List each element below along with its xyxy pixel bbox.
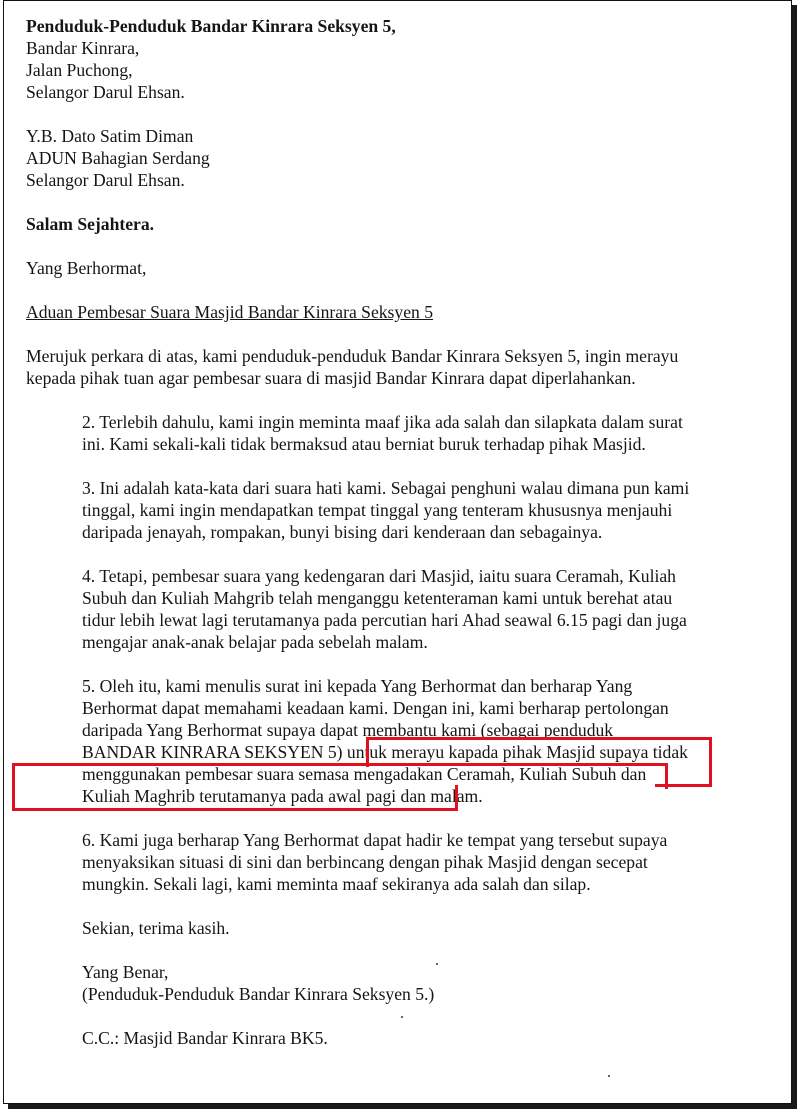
sign-off: Yang Benar,: [82, 962, 169, 982]
closing: Sekian, terima kasih.: [82, 918, 230, 938]
scan-speck: [401, 1016, 403, 1018]
subject-line: Aduan Pembesar Suara Masjid Bandar Kinrara Seksyen 5: [26, 302, 433, 322]
sender-block: [26, 15, 771, 103]
salutation: Yang Berhormat,: [26, 258, 147, 278]
signatory: (Penduduk-Penduduk Bandar Kinrara Seksyen 5.): [82, 984, 435, 1004]
paragraph-2: [26, 411, 771, 455]
paragraph-line-start: BANDAR KINRARA SEKSYEN 5) untuk: [82, 742, 392, 762]
paragraph-line: daripada jenayah, rompakan, bunyi bising dari kenderaan dan sebagainya.: [82, 522, 603, 542]
paragraph-line: 4. Tetapi, pembesar suara yang kedengaran dari Masjid, iaitu suara Ceramah, Kuliah: [82, 566, 676, 586]
paragraph-line: ini. Kami sekali-kali tidak bermaksud atau berniat buruk terhadap pihak Masjid.: [82, 434, 646, 454]
scan-speck: [436, 963, 438, 965]
intro-paragraph: [26, 345, 771, 389]
paragraph-line: 2. Terlebih dahulu, kami ingin meminta maaf jika ada salah dan silapkata dalam surat: [82, 412, 683, 432]
letter-page: [3, 0, 792, 1104]
sender-address-line: Bandar Kinrara,: [26, 38, 140, 58]
paragraph-line: tinggal, kami ingin mendapatkan tempat tinggal yang tenteram khususnya menjauhi: [82, 500, 673, 520]
paragraph-line: [82, 741, 771, 763]
recipient-block: [26, 125, 771, 191]
intro-line: kepada pihak tuan agar pembesar suara di masjid Bandar Kinrara dapat diperlahankan.: [26, 368, 636, 388]
sender-address-line: Selangor Darul Ehsan.: [26, 82, 185, 102]
sender-name: Penduduk-Penduduk Bandar Kinrara Seksyen 5,: [26, 16, 396, 36]
scan-speck: [608, 1075, 610, 1077]
paragraph-line: menyaksikan situasi di sini dan berbincang dengan pihak Masjid dengan secepat: [82, 852, 648, 872]
intro-line: Merujuk perkara di atas, kami penduduk-penduduk Bandar Kinrara Seksyen 5, ingin merayu: [26, 346, 679, 366]
paragraph-line: mungkin. Sekali lagi, kami meminta maaf sekiranya ada salah dan silap.: [82, 874, 591, 894]
paragraph-line: Berhormat dapat memahami keadaan kami. Dengan ini, kami berharap pertolongan: [82, 698, 669, 718]
paragraph-line: daripada Yang Berhormat supaya dapat membantu kami (sebagai penduduk: [82, 720, 614, 740]
highlighted-line: Kuliah Maghrib terutamanya pada awal pagi dan malam.: [82, 786, 483, 806]
closing-block: [26, 917, 771, 1049]
highlighted-text: merayu kapada pihak Masjid supaya tidak: [391, 742, 688, 762]
letter-body: [26, 15, 771, 1049]
cc-line: C.C.: Masjid Bandar Kinrara BK5.: [82, 1028, 328, 1048]
paragraph-5: [26, 675, 771, 807]
recipient-name: Y.B. Dato Satim Diman: [26, 126, 194, 146]
paragraph-3: [26, 477, 771, 543]
greeting: Salam Sejahtera.: [26, 214, 155, 234]
recipient-state: Selangor Darul Ehsan.: [26, 170, 185, 190]
paragraph-4: [26, 565, 771, 653]
paragraph-line: tidur lebih lewat lagi terutamanya pada percutian hari Ahad seawal 6.15 pagi dan juga: [82, 610, 687, 630]
sender-address-line: Jalan Puchong,: [26, 60, 133, 80]
highlighted-line: menggunakan pembesar suara semasa mengadakan Ceramah, Kuliah Subuh dan: [82, 764, 647, 784]
paragraph-6: [26, 829, 771, 895]
paragraph-line: 3. Ini adalah kata-kata dari suara hati kami. Sebagai penghuni walau dimana pun kami: [82, 478, 690, 498]
paragraph-line: 6. Kami juga berharap Yang Berhormat dapat hadir ke tempat yang tersebut supaya: [82, 830, 668, 850]
paragraph-line: 5. Oleh itu, kami menulis surat ini kepada Yang Berhormat dan berharap Yang: [82, 676, 633, 696]
paragraph-line: Subuh dan Kuliah Mahgrib telah menganggu ketenteraman kami untuk berehat atau: [82, 588, 673, 608]
paragraph-line: mengajar anak-anak belajar pada sebelah malam.: [82, 632, 428, 652]
recipient-title: ADUN Bahagian Serdang: [26, 148, 210, 168]
